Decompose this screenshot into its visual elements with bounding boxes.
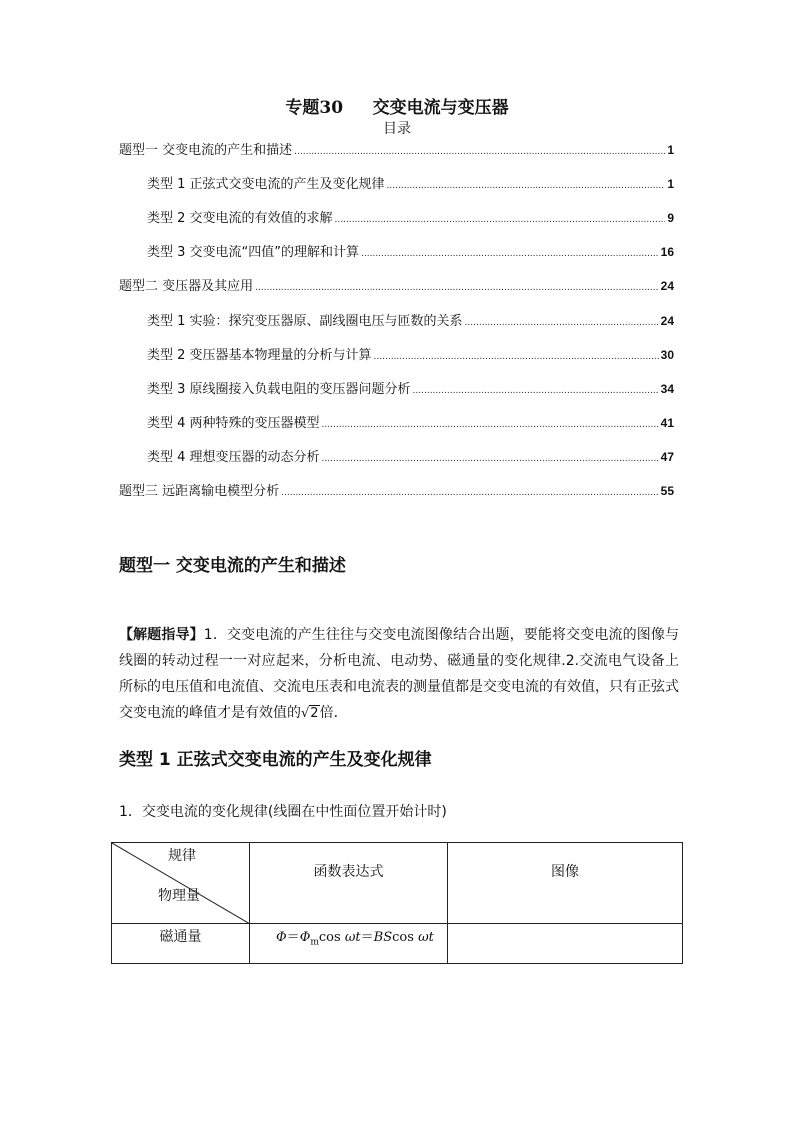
toc-leader-dots [335,211,666,229]
guide-label: 【解题指导】 [119,627,204,643]
toc-leader-dots [281,484,659,502]
toc-entry-label: 类型 1 实验：探究变压器原、副线圈电压与匝数的关系 [147,313,463,329]
toc-entry-type[interactable] [147,380,674,400]
toc-entry-type[interactable] [147,414,674,434]
toc-entry-type[interactable] [147,243,674,263]
toc-entry-label: 类型 3 原线圈接入负载电阻的变压器问题分析 [147,381,411,397]
toc-page-number: 41 [660,415,674,430]
toc-page-number: 1 [667,143,674,157]
toc-page-number: 16 [660,245,674,260]
corner-label-bottom: 物理量 [158,888,200,904]
toc-entry-label: 类型 4 两种特殊的变压器模型 [147,415,320,431]
toc-leader-dots [413,382,659,400]
toc-page-number: 24 [660,313,674,328]
toc-entry-label: 类型 1 正弦式交变电流的产生及变化规律 [147,177,385,193]
toc-leader-dots [322,450,659,468]
toc-entry-label: 题型二 变压器及其应用 [119,279,254,295]
guide-paragraph [119,622,679,727]
toc-leader-dots [465,314,659,332]
toc-entry-label: 类型 3 交变电流“四值”的理解和计算 [147,245,360,261]
toc-heading: 目录 [383,121,411,137]
toc-entry-type[interactable] [147,175,674,195]
toc-page-number: 9 [667,211,674,226]
list-item-1: 1．交变电流的变化规律(线圈在中性面位置开始计时) [119,804,447,820]
toc-entry-type[interactable] [147,346,674,366]
guide-text: 1．交变电流的产生往往与交变电流图像结合出题，要能将交变电流的图像与线圈的转动过程一一对应起来，分析电流、电动势、磁通量的变化规律.2.交流电气设备上所标的电压值和电流值、交流电压表和电流表的测量值都是交变电流的有效值，只有正弦式交变电流的峰值才是有效值的 [119,627,680,721]
toc-leader-dots [387,177,666,195]
toc-page-number: 34 [660,381,674,396]
toc-entry-type[interactable] [147,312,674,332]
toc-leader-dots [255,279,659,297]
header-graph: 图像 [448,843,683,924]
toc-entry-section[interactable] [119,277,674,297]
toc-page-number: 24 [660,279,674,294]
toc-entry-label: 类型 2 变压器基本物理量的分析与计算 [147,347,372,363]
row-magnetic-flux-label: 磁通量 [112,924,250,964]
toc-leader-dots [374,348,659,366]
toc-entry-section[interactable] [119,141,674,161]
toc-page-number: 47 [660,449,674,464]
toc-page-number: 55 [660,484,674,498]
toc-entry-type[interactable] [147,448,674,468]
toc-entry-type[interactable] [147,209,674,229]
row-magnetic-flux-graph [448,924,683,964]
toc-leader-dots [322,416,659,434]
guide-tail: 倍． [319,705,348,721]
sqrt-two: √2 [301,706,319,721]
toc-leader-dots [361,245,659,263]
document-title: 专题30 交变电流与变压器 [285,98,509,118]
corner-label-top: 规律 [168,848,196,864]
toc-page-number: 1 [667,177,674,192]
toc-entry-label: 题型三 远距离输电模型分析 [119,484,280,499]
toc-entry-label: 类型 4 理想变压器的动态分析 [147,449,320,465]
toc-entry-label: 类型 2 交变电流的有效值的求解 [147,211,333,227]
row-magnetic-flux-formula: $\Phi=\Phi_m\cos$ ωt＝BScos ωt [250,924,448,964]
toc-page-number: 30 [660,347,674,362]
toc-entry-label: 题型一 交变电流的产生和描述 [119,143,293,158]
toc-entry-section[interactable] [119,482,674,502]
section-heading: 题型一 交变电流的产生和描述 [119,556,346,576]
header-function-expression: 函数表达式 [250,843,448,924]
table-corner-cell [112,843,250,924]
variation-law-table [111,842,683,964]
subsection-heading: 类型 1 正弦式交变电流的产生及变化规律 [119,750,432,770]
toc-leader-dots [294,143,665,161]
